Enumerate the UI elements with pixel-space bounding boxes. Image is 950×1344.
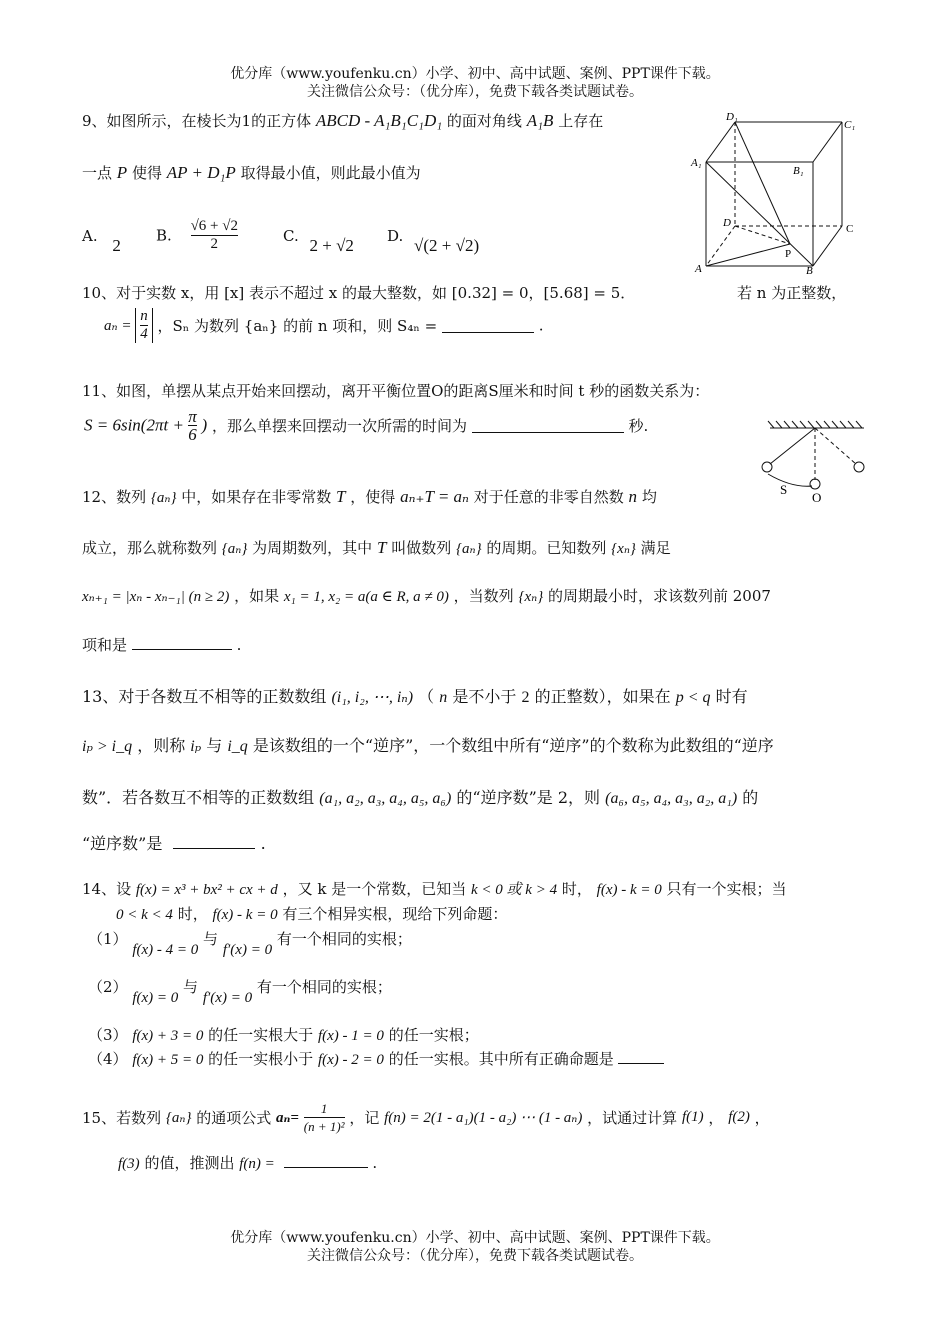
q12-recurrence: xₙ₊₁ = |xₙ - xₙ₋₁| (n ≥ 2) [82,589,230,605]
q12-seq-x: {xₙ} [611,541,636,557]
cube-label-a: A [695,263,702,275]
q9-intro: 9、如图所示，在棱长为1的正方体 [82,112,312,130]
header-line-2: 关注微信公众号：（优分库），免费下载各类试题试卷。 [307,84,643,100]
q12-initial: x₁ = 1, x₂ = a(a ∈ R, a ≠ 0) [283,589,449,605]
cube-label-c1: C₁ [844,119,856,131]
pendulum-label-o: O [812,490,822,505]
q12-periodic-eq: aₙ₊T = aₙ [400,487,469,506]
q9-option-c: C. 2 + √2 [283,227,354,255]
cube-label-d: D [723,217,731,229]
cube-label-d1: D₁ [726,111,738,123]
q13-tuple-a: (a₁, a₂, a₃, a₄, a₅, a₆) [319,790,452,807]
cube-figure [690,108,860,278]
q9-diagonal: A₁B [526,111,554,130]
header-line-1: 优分库（www.youfenku.cn）小学、初中、高中试题、案例、PPT课件下载。 [230,66,720,82]
footer-line-2: 关注微信公众号：（优分库），免费下载各类试题试卷。 [307,1248,643,1264]
q13-tuple-reversed: (a₆, a₅, a₄, a₃, a₂, a₁) [605,790,738,807]
q14-item-2: （2） f(x) = 0 与 f′(x) = 0 有一个相同的实根； [88,978,392,1006]
q9-option-a: A. 2 [82,227,121,255]
q10-answer-blank[interactable] [442,318,534,333]
footer-line-1: 优分库（www.youfenku.cn）小学、初中、高中试题、案例、PPT课件下载。 [230,1230,720,1246]
q14-item-3: （3） f(x) + 3 = 0 的任一实根大于 f(x) - 1 = 0 的任一实根； [88,1026,479,1044]
q14-function: f(x) = x³ + bx² + cx + d [135,882,278,898]
q11-line1: 11、如图，单摆从某点开始来回摆动，离开平衡位置O的距离S厘米和时间 t 秒的函数关系为： [82,382,710,400]
q10-line2b: ，Sₙ 为数列 {aₙ} 的前 n 项和，则 S₄ₙ = [157,317,438,335]
q13-answer-blank[interactable] [173,834,255,849]
pendulum-figure [756,418,876,508]
q10-line1b: 若 n 为正整数， [737,284,847,302]
q9-mid: 的面对角线 [446,112,522,130]
q9-line2b: 使得 [131,164,162,182]
q13-tuple-i: (i₁, i₂, ⋯, iₙ) [331,689,414,706]
q9-line2c: 取得最小值，则此最小值为 [240,164,421,182]
q9-point-p: P [116,163,128,182]
q9-option-d: D. √(2 + √2) [387,227,480,255]
cube-label-b: B [806,265,813,277]
q12-seq-a: {aₙ} [150,490,177,506]
cube-label-b1: B₁ [793,165,804,177]
pendulum-label-s: S [780,482,788,497]
q9-expression: AP + D₁P [166,163,236,182]
q9-solid: ABCD - A₁B₁C₁D₁ [315,111,443,130]
q9-tail: 上存在 [558,112,604,130]
q11-answer-blank[interactable] [472,418,624,433]
q13-inversion-cond: iₚ > i_q [82,738,133,755]
q10-line1: 10、对于实数 x，用 [x] 表示不超过 x 的最大整数，如 [0.32] = 0，[5.68] = 5． [82,284,636,302]
q15-product: f(n) = 2(1 - a₁)(1 - a₂) ⋯ (1 - aₙ) [384,1110,583,1126]
q9-line2a: 一点 [82,164,113,182]
q14-item-1: （1） f(x) - 4 = 0 与 f′(x) = 0 有一个相同的实根； [88,930,412,958]
q15-answer-blank[interactable] [284,1153,368,1168]
cube-label-p: P [785,248,792,260]
q11-line2: ，那么单摆来回摆动一次所需的时间为 [211,417,467,435]
q11-formula-a: S = 6sin(2πt + [84,415,189,435]
cube-label-c: C [846,223,854,235]
q9-option-b: B. $\frac{√6 + √2}{2}$ [156,218,239,252]
q14-answer-blank[interactable] [618,1049,664,1064]
q12-answer-blank[interactable] [132,635,232,650]
q14-item-4: （4） f(x) + 5 = 0 的任一实根小于 f(x) - 2 = 0 的任一实根。其中所有正确命题是 [88,1048,664,1069]
q10-an: aₙ = [104,318,136,334]
cube-label-a1: A₁ [691,157,702,169]
